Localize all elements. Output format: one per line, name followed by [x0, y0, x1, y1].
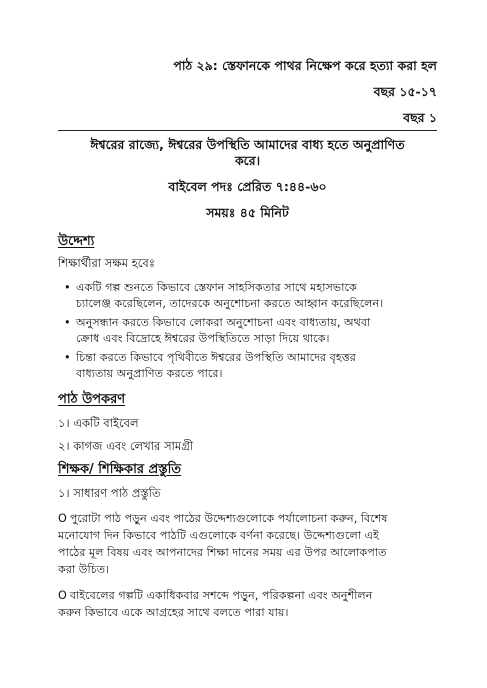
aims-list: [58, 280, 437, 382]
lesson-title: পাঠ ২৯: স্তেফানকে পাথর নিক্ষেপ করে হত্যা করা হল: [173, 58, 437, 73]
lesson-duration: সময়ঃ ৪৫ মিনিট: [206, 205, 289, 220]
paragraph-line: পাঠের মূল বিষয় এবং আপনাদের শিক্ষা দানের সময় এর উপর আলোকপাত: [58, 546, 387, 559]
list-item-line: একটি গল্প শুনতে কিভাবে স্তেফান সাহসিকতার সাথে মহাসভাকে: [76, 281, 357, 294]
paragraph-line: করা উচিত।: [58, 563, 110, 576]
aims-intro: শিক্ষার্থীরা সক্ষম হবেঃ: [58, 256, 155, 270]
circle-bullet-icon: O: [58, 589, 67, 602]
materials-heading: পাঠ উপকরণ: [58, 392, 126, 407]
paragraph-line: মনোযোগ দিন কিভাবে পাঠটি এগুলোকে বর্ণনা করেছে। উদ্দেশ্যগুলো এই: [58, 529, 379, 542]
list-item-line: চিন্তা করতে কিভাবে পৃথিবীতে ঈশ্বরের উপস্থিতি আমাদের বৃহত্তর: [76, 351, 356, 364]
lesson-theme: [58, 137, 437, 169]
materials-item: ১। একটি বাইবেল: [58, 416, 139, 430]
preparation-paragraph: [58, 510, 437, 578]
paragraph-line: O বাইবেলের গল্পটি একাধিকবার সশব্দে পড়ুন, পরিকল্পনা এবং অনুশীলন: [58, 589, 373, 602]
preparation-subheading: ১। সাধারণ পাঠ প্রস্তুতি: [58, 486, 161, 500]
list-item-line: ক্রোধ এবং বিদ্রোহে ঈশ্বরের উপস্থিতিতে সাড়া দিয়ে থাকে।: [76, 332, 330, 345]
circle-bullet-icon: O: [58, 512, 67, 525]
list-item-line: অনুসন্ধান করতে কিভাবে লোকরা অনুশোচনা এবং বাধ্যতায়, অথবা: [76, 316, 371, 329]
list-item-line: বাধ্যতায় অনুপ্রাণিত করতে পারে।: [76, 367, 223, 380]
lesson-theme-line: করে।: [234, 153, 261, 168]
age-range: বছর ১৫-১৭: [373, 84, 437, 99]
aims-heading: উদ্দেশ্য: [58, 234, 95, 249]
materials-item: ২। কাগজ এবং লেখার সামগ্রী: [58, 439, 194, 453]
year-label: বছর ১: [403, 110, 437, 125]
list-item: [64, 350, 437, 382]
header-divider: [58, 130, 437, 131]
list-item-line: চ্যালেঞ্জ করেছিলেন, তাদেরকে অনুশোচনা করতে আহ্বান করেছিলেন।: [76, 297, 384, 310]
bullet-icon: •: [64, 281, 71, 294]
paragraph-line: O পুরোটা পাঠ পড়ুন এবং পাঠের উদ্দেশ্যগুলোকে পর্যালোচনা করুন, বিশেষ: [58, 512, 388, 525]
lesson-theme-line: ঈশ্বরের রাজ্যে, ঈশ্বরের উপস্থিতি আমাদের বাধ্য হতে অনুপ্রাণিত: [90, 137, 405, 152]
preparation-paragraph: [58, 587, 437, 621]
bible-passage: বাইবেল পদঃ প্রেরিত ৭:৪৪-৬০: [168, 179, 327, 194]
list-item: [64, 315, 437, 347]
preparation-heading: শিক্ষক/ শিক্ষিকার প্রস্তুতি: [58, 462, 182, 477]
list-item: [64, 280, 437, 312]
bullet-icon: •: [64, 316, 71, 329]
bullet-icon: •: [64, 351, 71, 364]
paragraph-line: করুন কিভাবে একে আগ্রহের সাথে বলতে পারা যায়।: [58, 606, 289, 619]
